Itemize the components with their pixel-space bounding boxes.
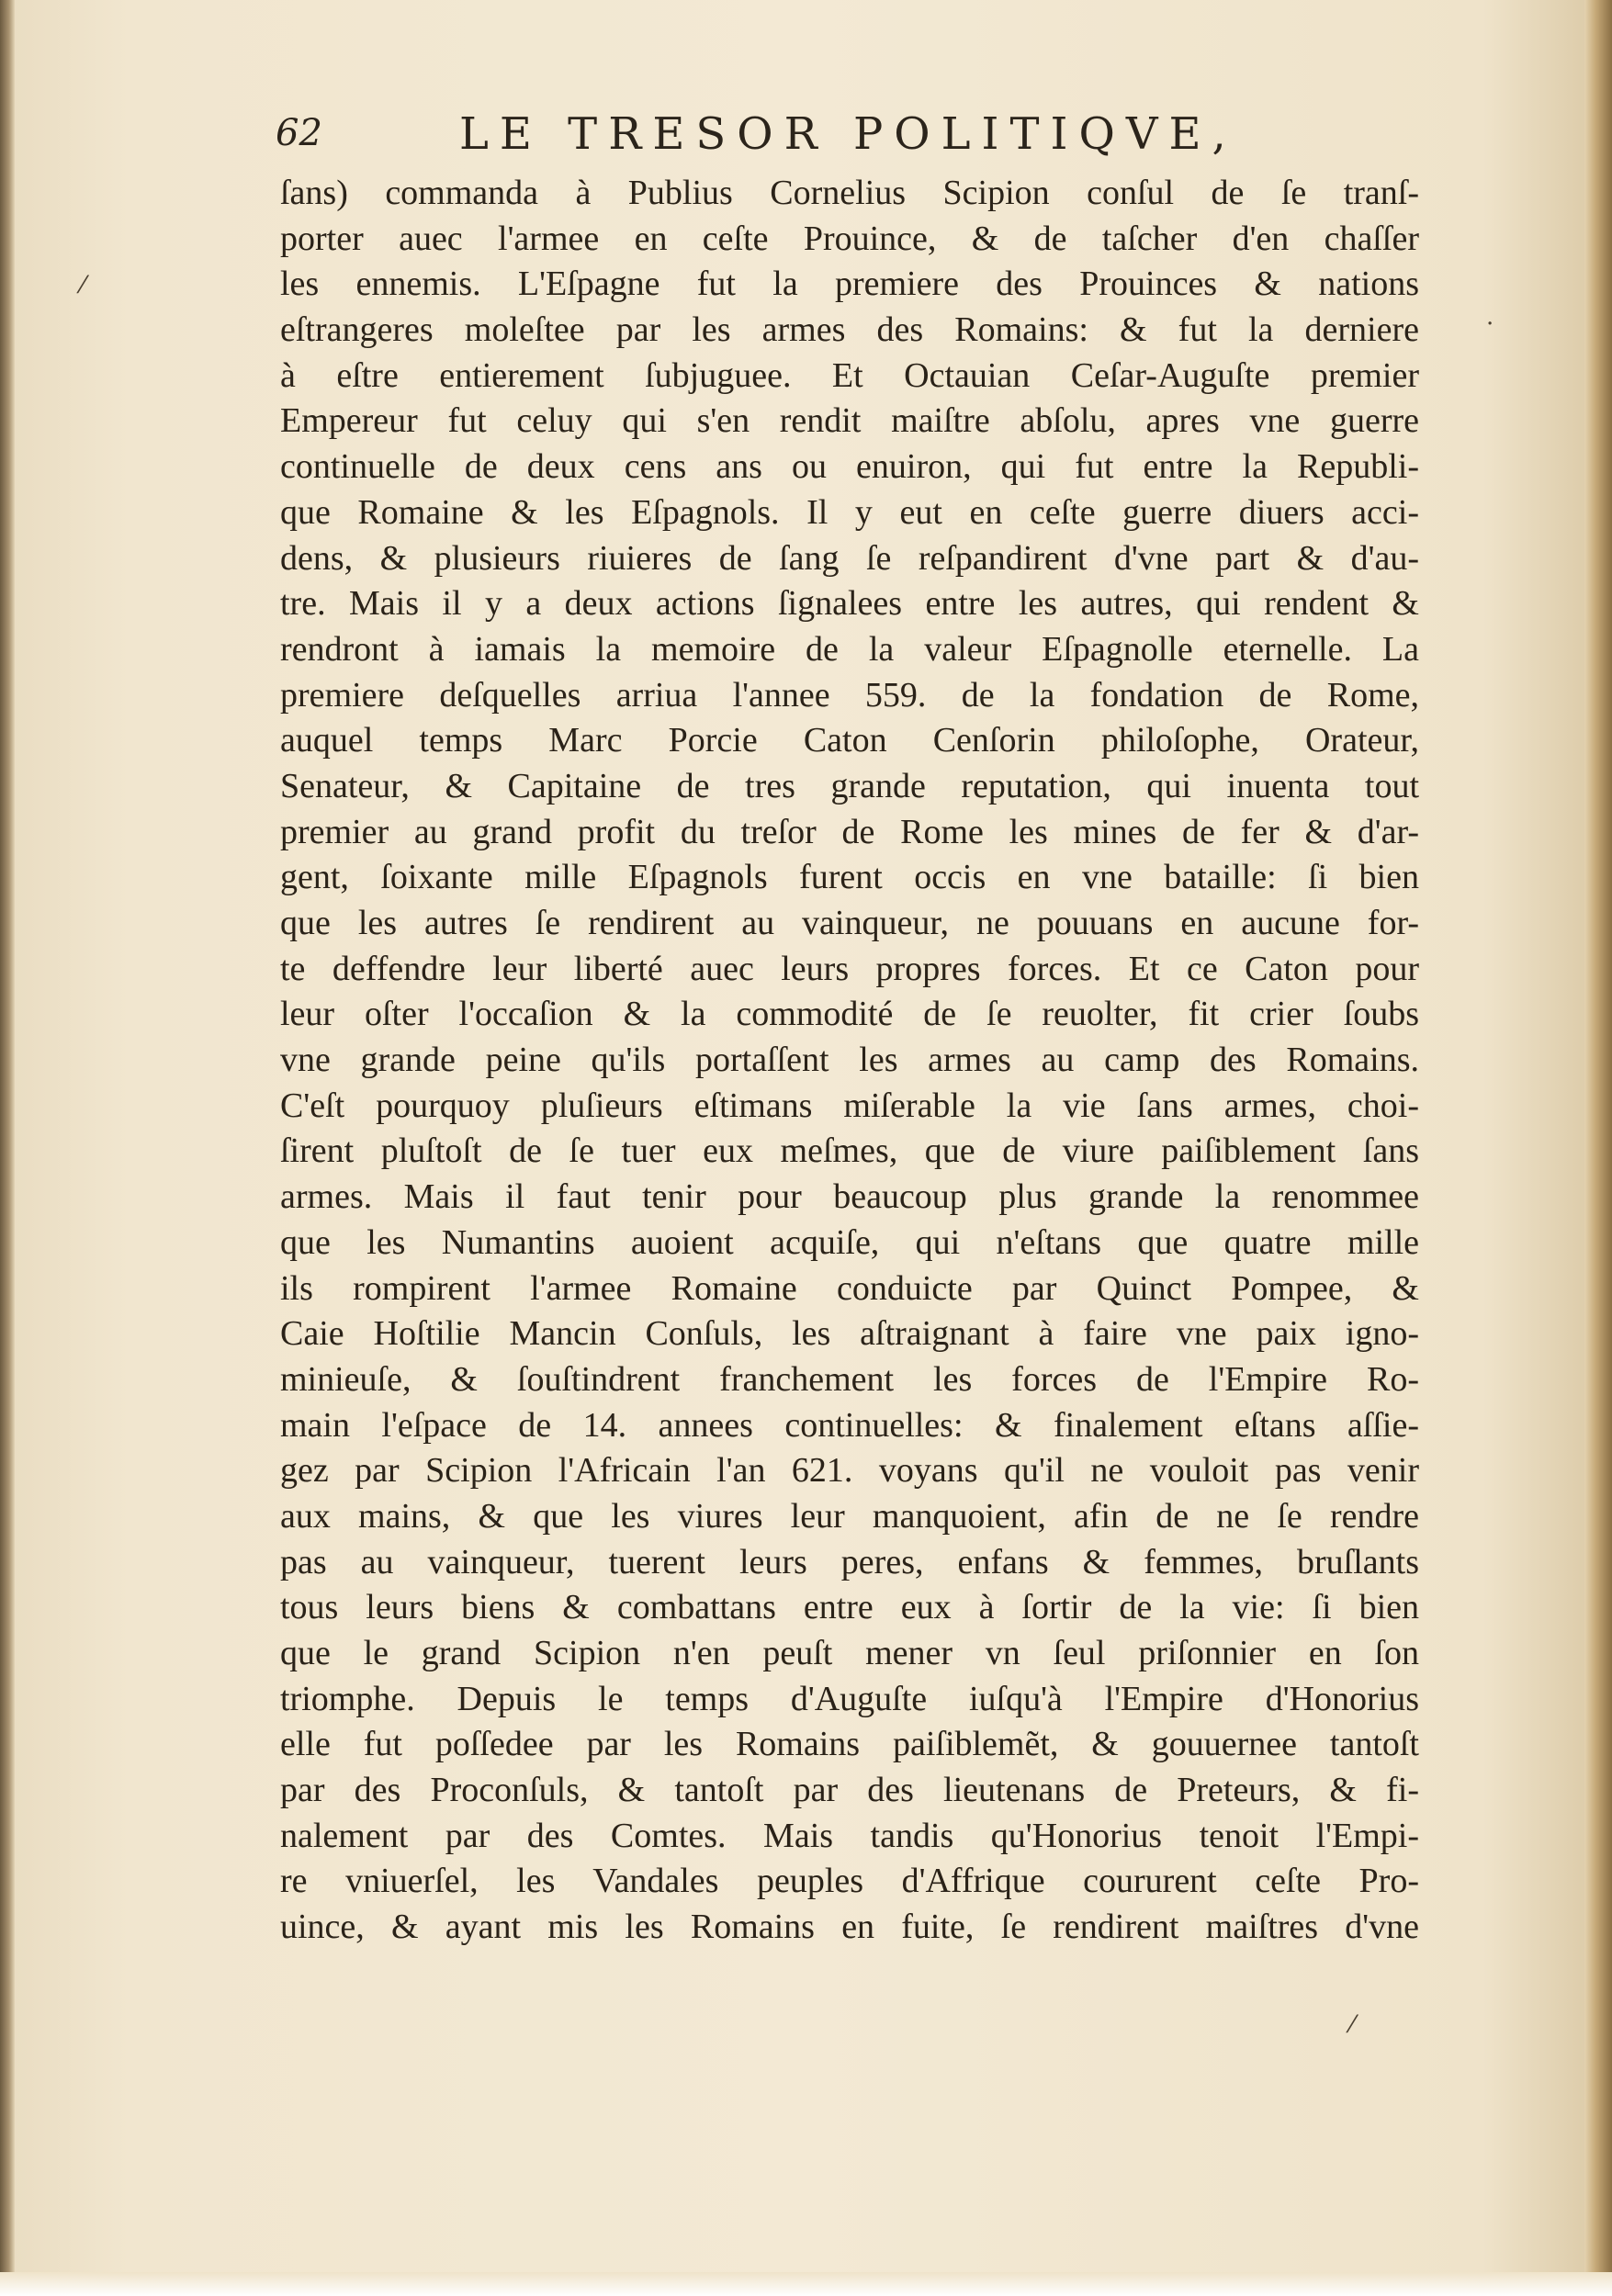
- text-line: rendront à iamais la memoire de la valeur Eſpagnolle eternelle. La: [280, 629, 1419, 669]
- text-line: tre. Mais il y a deux actions ſignalees entre les autres, qui rendent &: [280, 584, 1419, 624]
- page-binding-shadow: [0, 0, 15, 2296]
- text-line: leur oſter l'occaſion & la commodité de ſe reuolter, fit crier ſoubs: [280, 995, 1419, 1034]
- text-line: eſtrangeres moleſtee par les armes des Romains: & fut la derniere: [280, 310, 1419, 350]
- text-line: auquel temps Marc Porcie Caton Cenſorin philoſophe, Orateur,: [280, 721, 1419, 760]
- text-line: tous leurs biens & combattans entre eux à ſortir de la vie: ſi bien: [280, 1588, 1419, 1627]
- text-line: elle fut poſſedee par les Romains paiſiblemẽt, & gouuernee tantoſt: [280, 1725, 1419, 1764]
- body-text: [280, 171, 1419, 1951]
- margin-mark: ·: [1486, 310, 1494, 338]
- text-line: que les Numantins auoient acquiſe, qui n'eſtans que quatre mille: [280, 1222, 1419, 1262]
- text-line: aux mains, & que les viures leur manquoient, afin de ne ſe rendre: [280, 1496, 1419, 1536]
- text-line: que le grand Scipion n'en peuſt mener vn ſeul priſonnier en ſon: [280, 1634, 1419, 1672]
- margin-mark: ⁄: [81, 272, 85, 299]
- text-line: minieuſe, & ſouſtindrent franchement les forces de l'Empire Ro-: [280, 1359, 1419, 1399]
- text-line: ſirent pluſtoſt de ſe tuer eux meſmes, que de viure paiſiblement ſans: [280, 1131, 1419, 1171]
- text-line: premiere deſquelles arriua l'annee 559. de la fondation de Rome,: [280, 675, 1419, 715]
- text-line: ſans) commanda à Publius Cornelius Scipion conſul de ſe tranſ-: [280, 174, 1419, 212]
- text-line: continuelle de deux cens ans ou enuiron, qui fut entre la Republi-: [280, 447, 1419, 487]
- text-line: re vniuerſel, les Vandales peuples d'Affrique coururent ceſte Pro-: [280, 1862, 1419, 1901]
- text-line: nalement par des Comtes. Mais tandis qu'Honorius tenoit l'Empi-: [280, 1816, 1419, 1855]
- page-bottom-margin: [0, 2272, 1612, 2296]
- text-line: les ennemis. L'Eſpagne fut la premiere des Prouinces & nations: [280, 264, 1419, 304]
- text-line: Empereur fut celuy qui s'en rendit maiſtre abſolu, apres vne guerre: [280, 401, 1419, 441]
- page-header: [276, 108, 1433, 163]
- text-line: Caie Hoſtilie Mancin Conſuls, les aſtraignant à faire vne paix igno-: [280, 1314, 1419, 1354]
- running-title: LE TRESOR POLITIQVE,: [459, 108, 1237, 160]
- text-line: gez par Scipion l'Africain l'an 621. voyans qu'il ne vouloit pas venir: [280, 1451, 1419, 1491]
- text-line: porter auec l'armee en ceſte Prouince, & de taſcher d'en chaſſer: [280, 219, 1419, 258]
- text-line: te deffendre leur liberté auec leurs propres forces. Et ce Caton pour: [280, 949, 1419, 988]
- text-line: armes. Mais il faut tenir pour beaucoup plus grande la renommee: [280, 1177, 1419, 1217]
- text-line: C'eſt pourquoy pluſieurs eſtimans miſerable la vie ſans armes, choi-: [280, 1086, 1419, 1125]
- page-number: 62: [276, 112, 322, 154]
- text-line: Senateur, & Capitaine de tres grande reputation, qui inuenta tout: [280, 766, 1419, 805]
- page-edge-shadow: [1584, 0, 1612, 2296]
- text-line: dens, & plusieurs riuieres de ſang ſe reſpandirent d'vne part & d'au-: [280, 538, 1419, 578]
- text-line: premier au grand profit du treſor de Rome les mines de fer & d'ar-: [280, 812, 1419, 851]
- text-line: vne grande peine qu'ils portaſſent les armes au camp des Romains.: [280, 1041, 1419, 1080]
- text-line: gent, ſoixante mille Eſpagnols furent occis en vne bataille: ſi bien: [280, 858, 1419, 897]
- margin-mark: ⁄: [1350, 2011, 1355, 2039]
- text-line: triomphe. Depuis le temps d'Auguſte iuſqu'à l'Empire d'Honorius: [280, 1679, 1419, 1718]
- text-line: uince, & ayant mis les Romains en fuite, ſe rendirent maiſtres d'vne: [280, 1908, 1419, 1947]
- text-line: par des Proconſuls, & tantoſt par des lieutenans de Preteurs, & fi-: [280, 1771, 1419, 1810]
- text-line: que les autres ſe rendirent au vainqueur, ne pouuans en aucune for-: [280, 904, 1419, 942]
- text-line: ils rompirent l'armee Romaine conduicte par Quinct Pompee, &: [280, 1268, 1419, 1308]
- text-line: que Romaine & les Eſpagnols. Il y eut en ceſte guerre diuers acci-: [280, 492, 1419, 532]
- text-line: à eſtre entierement ſubjuguee. Et Octauian Ceſar-Auguſte premier: [280, 355, 1419, 395]
- text-line: main l'eſpace de 14. annees continuelles: & finalement eſtans aſſie-: [280, 1405, 1419, 1445]
- text-line: pas au vainqueur, tuerent leurs peres, enfans & femmes, bruſlants: [280, 1542, 1419, 1581]
